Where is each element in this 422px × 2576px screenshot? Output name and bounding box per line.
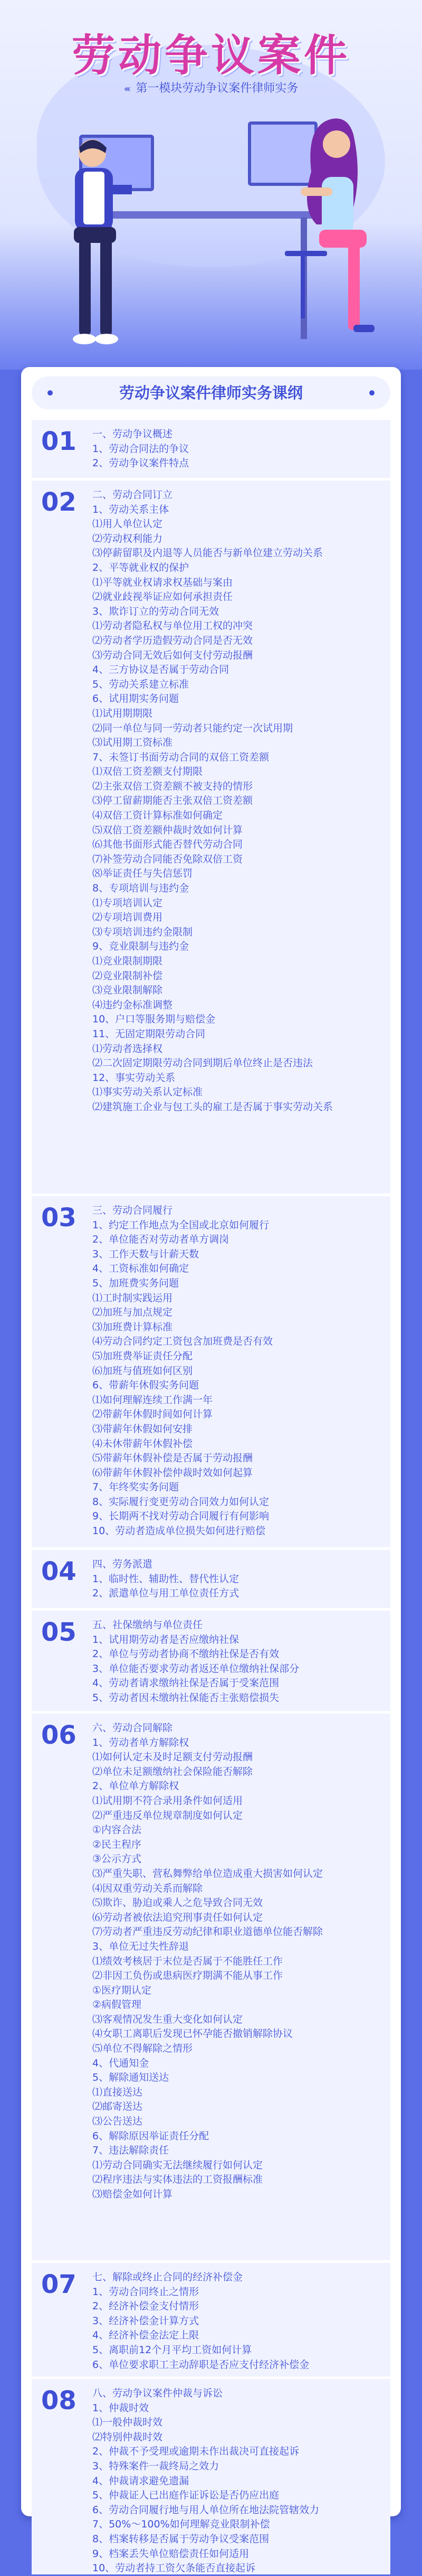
section-heading: 五、社保缴纳与单位责任 [92, 1619, 203, 1631]
list-item: 7、未签订书面劳动合同的双倍工资差额 [92, 751, 270, 763]
list-item: 2、单位与劳动者协商不缴纳社保是否有效 [92, 1648, 280, 1660]
page-subtitle: 第一模块劳动争议案件律师实务 [136, 82, 299, 95]
page-title: 劳动争议案件 [71, 31, 350, 81]
list-item: ⑵加班与加点规定 [92, 1306, 173, 1319]
list-item: ⑴绩效考核居于末位是否属于不能胜任工作 [92, 1955, 283, 1967]
section-number: 04 [41, 1557, 76, 1586]
list-item: ⑵带薪年休假时间如何计算 [92, 1408, 213, 1421]
list-item: 7、违法解除责任 [92, 2145, 169, 2157]
list-item: ⑸单位不得解除之情形 [92, 2043, 193, 2055]
list-item: ⑶试用期工资标准 [92, 737, 173, 749]
section-heading: 一、劳动争议概述 [92, 428, 173, 440]
section-number: 06 [41, 1721, 76, 1750]
section-items [92, 1618, 388, 1706]
list-item: 12、事实劳动关系 [92, 1071, 176, 1084]
list-item: 9、档案丢失单位赔偿责任如何适用 [92, 2547, 250, 2560]
list-item: 5、离职前12个月平均工资如何计算 [92, 2344, 252, 2356]
hero-banner [0, 0, 422, 370]
list-item: 2、劳动争议案件特点 [92, 457, 189, 469]
list-item: ⑶劳动合同无效后如何支付劳动报酬 [92, 649, 253, 661]
list-item: ⑴劳动者隐私权与单位用工权的冲突 [92, 620, 253, 632]
list-item: ⑵主张双倍工资差额不被支持的情形 [92, 780, 253, 792]
section-03 [32, 1196, 390, 1547]
list-item: 2、平等就业权的保护 [92, 561, 189, 574]
section-items [92, 2386, 388, 2576]
list-item: 6、试用期实务问题 [92, 693, 179, 705]
list-item: ⑵特别仲裁时效 [92, 2431, 163, 2443]
section-number: 05 [41, 1618, 76, 1647]
double-chevron-left-icon: ‹‹‹ [123, 83, 129, 95]
list-item: ⑹其他书面形式能否替代劳动合同 [92, 839, 243, 851]
list-item: ⑷双倍工资计算标准如何确定 [92, 810, 223, 822]
list-item: 1、仲裁时效 [92, 2402, 149, 2414]
list-item: 2、单位能否对劳动者单方调岗 [92, 1234, 229, 1246]
section-07 [32, 2263, 390, 2376]
list-item: ⑴双倍工资差额支付期限 [92, 766, 203, 778]
list-item: 5、解除通知送达 [92, 2072, 169, 2084]
list-item: ⑸双倍工资差额仲裁时效如何计算 [92, 824, 243, 836]
section-04 [32, 1550, 390, 1608]
list-item: 4、经济补偿金法定上限 [92, 2329, 199, 2342]
list-item: 9、长期两不找对劳动合同履行有何影响 [92, 1510, 270, 1522]
list-item: 4、劳动者请求缴纳社保是否属于受案范围 [92, 1677, 280, 1689]
section-number: 02 [41, 487, 76, 517]
list-item: ⑵单位未足额缴纳社会保险能否解除 [92, 1765, 253, 1778]
list-item: ⑸加班费举证责任分配 [92, 1350, 193, 1362]
list-item: 1、劳动关系主体 [92, 503, 169, 515]
list-item: 1、劳动者单方解除权 [92, 1736, 189, 1748]
list-item: ⑴平等就业权请求权基础与案由 [92, 576, 233, 588]
section-heading: 二、劳动合同订立 [92, 489, 173, 501]
list-item: ⑴直接送达 [92, 2086, 143, 2098]
section-08 [32, 2379, 390, 2574]
section-number: 03 [41, 1203, 76, 1233]
section-number: 07 [41, 2270, 76, 2299]
list-item: 2、单位单方解除权 [92, 1780, 179, 1792]
list-item: ⑶严重失职、营私舞弊给单位造成重大损害如何认定 [92, 1867, 323, 1879]
list-item: 6、劳动合同履行地与用人单位所在地法院管辖效力 [92, 2504, 320, 2516]
list-item: ①内容合法 [92, 1824, 142, 1836]
list-item: ⑵邮寄送达 [92, 2101, 143, 2113]
section-heading: 七、解除或终止合同的经济补偿金 [92, 2271, 243, 2283]
list-item: ⑴如何理解连续工作满一年 [92, 1394, 213, 1406]
list-item: 6、单位要求职工主动辞职是否应支付经济补偿金 [92, 2358, 310, 2371]
list-item: ⑷劳动合同约定工资包含加班费是否有效 [92, 1336, 273, 1348]
list-item: ⑺补签劳动合同能否免除双倍工资 [92, 853, 243, 865]
section-heading: 四、劳务派遣 [92, 1558, 153, 1570]
list-item: ⑺劳动者严重违反劳动纪律和职业道德单位能否解除 [92, 1926, 323, 1938]
section-items [92, 1721, 388, 2202]
panel-title: 劳动争议案件律师实务课纲 [119, 384, 303, 402]
list-item: ⑵建筑施工企业与包工头的雇工是否属于事实劳动关系 [92, 1101, 333, 1113]
section-heading: 八、劳动争议案件仲裁与诉讼 [92, 2387, 223, 2399]
list-item: ⑴一般仲裁时效 [92, 2417, 163, 2429]
list-item: ⑴专项培训认定 [92, 897, 163, 909]
list-item: ⑴事实劳动关系认定标准 [92, 1086, 203, 1098]
list-item: ⑵二次固定期限劳动合同到期后单位终止是否违法 [92, 1057, 313, 1069]
list-item: ⑵严重违反单位规章制度如何认定 [92, 1809, 243, 1821]
section-number: 08 [41, 2386, 76, 2415]
list-item: 5、劳动关系建立标准 [92, 678, 189, 690]
list-item: 1、约定工作地点为全国或北京如何履行 [92, 1219, 270, 1231]
list-item: 6、解除原因举证责任分配 [92, 2130, 209, 2142]
list-item: 4、代通知金 [92, 2057, 149, 2069]
course-outline-panel [21, 367, 401, 2574]
list-item: ⑴试用期期限 [92, 707, 153, 719]
list-item: ⑵就业歧视举证应如何承担责任 [92, 591, 233, 603]
man-at-desk-illustration [42, 132, 132, 354]
list-item: ⑸欺诈、胁迫或乘人之危导致合同无效 [92, 1897, 263, 1909]
section-06 [32, 1714, 390, 2260]
subtitle-row [0, 79, 422, 96]
list-item: ⑵同一单位与同一劳动者只能约定一次试用期 [92, 722, 293, 734]
section-heading: 三、劳动合同履行 [92, 1205, 173, 1216]
list-item: 1、劳动合同法的争议 [92, 443, 189, 455]
list-item: ⑶竞业限制解除 [92, 984, 163, 996]
list-item: ⑵劳动权利能力 [92, 532, 163, 544]
list-item: ⑸带薪年休假补偿是否属于劳动报酬 [92, 1452, 253, 1464]
list-item: ⑷女职工离职后发现已怀孕能否撤销解除协议 [92, 2028, 293, 2040]
list-item: 3、单位无过失性辞退 [92, 1940, 189, 1952]
list-item: ⑷因双重劳动关系而解除 [92, 1882, 203, 1894]
list-item: 8、实际履行变更劳动合同效力如何认定 [92, 1496, 270, 1508]
list-item: ⑵非因工负伤或患病医疗期满不能从事工作 [92, 1970, 283, 1982]
list-item: ⑴劳动者选择权 [92, 1042, 163, 1055]
list-item: ③公示方式 [92, 1853, 142, 1865]
section-items [92, 427, 388, 471]
list-item: ⑴用人单位认定 [92, 518, 163, 530]
list-item: 2、经济补偿金支付情形 [92, 2300, 199, 2312]
list-item: ⑶客观情况发生重大变化如何认定 [92, 2013, 243, 2025]
list-item: 2、派遣单位与用工单位责任方式 [92, 1587, 239, 1600]
list-item: ⑴试用期不符合录用条件如何适用 [92, 1794, 243, 1807]
list-item: 1、试用期劳动者是否应缴纳社保 [92, 1633, 239, 1646]
list-item: ⑴劳动合同确实无法继续履行如何认定 [92, 2159, 263, 2171]
list-item: ⑹加班与值班如何区别 [92, 1365, 193, 1377]
section-05 [32, 1611, 390, 1711]
list-item: ⑹带薪年休假补偿仲裁时效如何起算 [92, 1466, 253, 1479]
panel-header [32, 377, 390, 409]
list-item: ⑵专项培训费用 [92, 911, 163, 924]
list-item: 7、年终奖实务问题 [92, 1481, 179, 1493]
list-item: 9、竞业限制与违约金 [92, 941, 189, 953]
list-item: ⑶公告送达 [92, 2116, 143, 2128]
section-heading: 六、劳动合同解除 [92, 1722, 173, 1734]
list-item: 5、劳动者因未缴纳社保能否主张赔偿损失 [92, 1691, 280, 1704]
list-item: 7、50%～100%如何理解竞业限制补偿 [92, 2518, 270, 2531]
list-item: 5、仲裁证人已出庭作证诉讼是否仍应出庭 [92, 2489, 280, 2502]
list-item: ⑷违约金标准调整 [92, 999, 173, 1011]
list-item: ⑶带薪年休假如何安排 [92, 1423, 193, 1435]
section-items [92, 488, 388, 1115]
section-items [92, 2270, 388, 2372]
woman-at-desk-illustration [269, 103, 385, 356]
list-item: 5、加班费实务问题 [92, 1277, 179, 1289]
list-item: ⑵程序违法与实体违法的工资报酬标准 [92, 2174, 263, 2186]
section-01 [32, 420, 390, 478]
list-item: 4、工资标准如何确定 [92, 1263, 189, 1275]
list-item: ⑴竞业限制期限 [92, 955, 163, 967]
list-item: 3、单位能否要求劳动者返还单位缴纳社保部分 [92, 1662, 300, 1675]
list-item: ①医疗期认定 [92, 1984, 152, 1996]
list-item: 1、临时性、辅助性、替代性认定 [92, 1573, 239, 1585]
list-item: ⑵竞业限制补偿 [92, 970, 163, 982]
list-item: 10、劳动者持工资欠条能否直接起诉 [92, 2562, 256, 2574]
list-item: ⑶专项培训违约金限制 [92, 926, 193, 938]
list-item: 6、带薪年休假实务问题 [92, 1379, 199, 1392]
list-item: 3、工作天数与计薪天数 [92, 1248, 199, 1260]
list-item: 4、三方协议是否属于劳动合同 [92, 664, 229, 676]
section-items [92, 1557, 388, 1601]
list-item: ⑹劳动者被依法追究刑事责任如何认定 [92, 1911, 263, 1923]
list-item: ②病假管理 [92, 1999, 142, 2011]
list-item: 8、档案转移是否属于劳动争议受案范围 [92, 2533, 270, 2545]
list-item: 2、仲裁不予受理或逾期未作出裁决可直接起诉 [92, 2446, 300, 2458]
list-item: ⑻举证责任与失信惩罚 [92, 868, 193, 880]
section-02 [32, 481, 390, 1193]
list-item: 3、欺诈订立的劳动合同无效 [92, 605, 219, 617]
list-item: 11、无固定期限劳动合同 [92, 1028, 206, 1040]
list-item: 10、户口等服务期与赔偿金 [92, 1013, 216, 1026]
list-item: 3、特殊案件一裁终局之效力 [92, 2460, 219, 2472]
section-items [92, 1204, 388, 1539]
list-item: ⑶赔偿金如何计算 [92, 2188, 173, 2200]
list-item: ⑴如何认定未及时足额支付劳动报酬 [92, 1751, 253, 1763]
list-item: ⑴工时制实践运用 [92, 1292, 173, 1304]
list-item: 3、经济补偿金计算方式 [92, 2315, 199, 2327]
list-item: 4、仲裁请求避免遗漏 [92, 2475, 189, 2487]
list-item: 8、专项培训与违约金 [92, 882, 189, 895]
list-item: ⑶停工留薪期能否主张双倍工资差额 [92, 795, 253, 807]
list-item: ②民主程序 [92, 1838, 142, 1850]
list-item: ⑵劳动者学历造假劳动合同是否无效 [92, 634, 253, 646]
list-item: 10、劳动者造成单位损失如何进行赔偿 [92, 1525, 266, 1537]
list-item: ⑶停薪留职及内退等人员能否与新单位建立劳动关系 [92, 547, 323, 559]
list-item: 1、劳动合同终止之情形 [92, 2286, 199, 2298]
list-item: ⑶加班费计算标准 [92, 1321, 173, 1333]
section-number: 01 [41, 427, 76, 456]
list-item: ⑷未休带薪年休假补偿 [92, 1437, 193, 1450]
